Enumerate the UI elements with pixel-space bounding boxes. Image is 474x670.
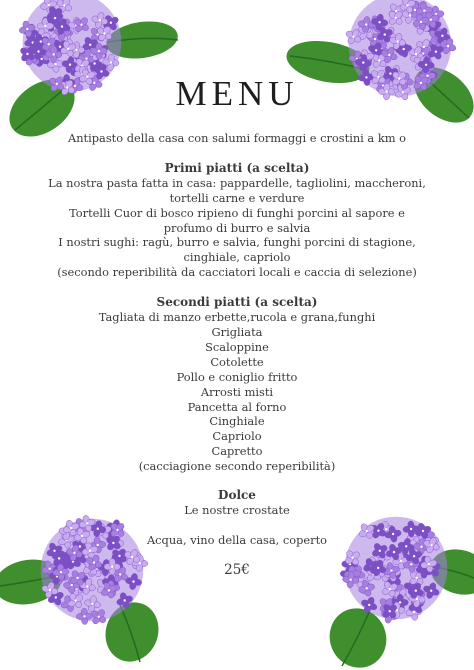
- floret-center: [413, 611, 415, 613]
- floret-center: [37, 50, 39, 52]
- floret-center: [395, 17, 397, 19]
- secondi-line: (cacciagione secondo reperibilità): [138, 459, 336, 474]
- floret-center: [375, 49, 377, 51]
- floret-center: [63, 4, 65, 6]
- floret-center: [110, 61, 112, 63]
- floret-center: [362, 61, 364, 63]
- floret-center: [414, 9, 416, 11]
- floret-center: [403, 48, 405, 50]
- dolce-heading: Dolce: [218, 488, 256, 503]
- extras-line: Acqua, vino della casa, coperto: [146, 532, 328, 547]
- floret-center: [365, 23, 367, 25]
- secondi-line: Tagliata di manzo erbette,rucola e grana,funghi: [98, 310, 376, 325]
- floret-center: [378, 59, 380, 61]
- floret-center: [48, 4, 50, 6]
- secondi-line: Capretto: [211, 444, 263, 459]
- floret-center: [96, 33, 98, 35]
- floret-center: [54, 63, 56, 65]
- menu-content: [40, 131, 434, 578]
- floret-center: [86, 585, 88, 587]
- floret-center: [420, 21, 422, 23]
- floret-center: [368, 604, 370, 606]
- floret-center: [89, 44, 91, 46]
- floret-center: [80, 24, 82, 26]
- floret-center: [71, 584, 73, 586]
- floret-center: [409, 14, 411, 16]
- primi-list: [40, 176, 434, 280]
- floret-center: [378, 21, 380, 23]
- floret-center: [75, 599, 77, 601]
- floret-center: [40, 40, 42, 42]
- secondi-heading: Secondi piatti (a scelta): [156, 295, 318, 310]
- floret-center: [352, 36, 354, 38]
- floret-center: [55, 596, 57, 598]
- secondi-line: Capriolo: [212, 429, 262, 444]
- floret-center: [53, 53, 55, 55]
- price: 25€: [224, 561, 250, 578]
- floret-center: [26, 28, 28, 30]
- antipasto-line: Antipasto della casa con salumi formaggi e crostini a km o: [67, 131, 407, 145]
- floret-center: [396, 40, 398, 42]
- secondi-line: Cinghiale: [209, 414, 265, 429]
- dolce-line: Le nostre crostate: [184, 502, 290, 517]
- floret-center: [430, 19, 432, 21]
- floret-center: [415, 53, 417, 55]
- floret-center: [100, 70, 102, 72]
- secondi-line: Pollo e coniglio fritto: [176, 369, 298, 384]
- secondi-line: Grigliata: [211, 324, 263, 339]
- floret-center: [93, 62, 95, 64]
- floret-center: [103, 32, 105, 34]
- primi-line: profumo di burro e salvia: [163, 220, 311, 235]
- primi-line: Tortelli Cuor di bosco ripieno di funghi porcini al sapore e: [69, 205, 405, 220]
- floret-center: [389, 588, 391, 590]
- primi-line: La nostra pasta fatta in casa: pappardelle, tagliolini, maccheroni,: [48, 175, 426, 190]
- floret-center: [406, 4, 408, 6]
- floret-center: [69, 63, 71, 65]
- floret-center: [430, 590, 432, 592]
- floret-center: [425, 64, 427, 66]
- floret-center: [416, 598, 418, 600]
- primi-line: I nostri sughi: ragù, burro e salvia, funghi porcini di stagione,: [58, 235, 416, 250]
- floret-center: [83, 615, 85, 617]
- primi-line: cinghiale, capriolo: [183, 250, 291, 265]
- floret-center: [384, 33, 386, 35]
- floret-center: [54, 17, 56, 19]
- floret-center: [75, 49, 77, 51]
- floret-center: [98, 616, 100, 618]
- floret-center: [61, 25, 63, 27]
- floret-center: [124, 599, 126, 601]
- floret-center: [374, 38, 376, 40]
- primi-line: (secondo reperibilità da cacciatori locali e caccia di selezione): [57, 265, 417, 280]
- floret-center: [388, 54, 390, 56]
- floret-center: [415, 590, 417, 592]
- floret-center: [98, 50, 100, 52]
- secondi-line: Cotolette: [210, 354, 264, 369]
- floret-center: [441, 35, 443, 37]
- floret-center: [447, 45, 449, 47]
- floret-center: [389, 610, 391, 612]
- floret-center: [366, 587, 368, 589]
- floret-center: [67, 48, 69, 50]
- secondi-list: [40, 310, 434, 474]
- floret-center: [132, 580, 134, 582]
- floret-center: [49, 589, 51, 591]
- secondi-line: Scaloppine: [205, 339, 269, 354]
- secondi-line: Arrosti misti: [200, 384, 274, 399]
- floret-center: [423, 10, 425, 12]
- floret-center: [91, 603, 93, 605]
- floret-center: [99, 19, 101, 21]
- floret-center: [110, 22, 112, 24]
- floret-center: [59, 46, 61, 48]
- menu-title: MENU: [175, 74, 299, 113]
- floret-center: [350, 579, 352, 581]
- floret-center: [48, 43, 50, 45]
- secondi-line: Pancetta al forno: [187, 399, 287, 414]
- floret-center: [26, 53, 28, 55]
- floret-center: [435, 51, 437, 53]
- primi-heading: Primi piatti (a scelta): [164, 160, 310, 175]
- floret-center: [108, 589, 110, 591]
- floret-center: [41, 58, 43, 60]
- primi-line: tortelli carne e verdure: [169, 190, 305, 205]
- floret-center: [44, 25, 46, 27]
